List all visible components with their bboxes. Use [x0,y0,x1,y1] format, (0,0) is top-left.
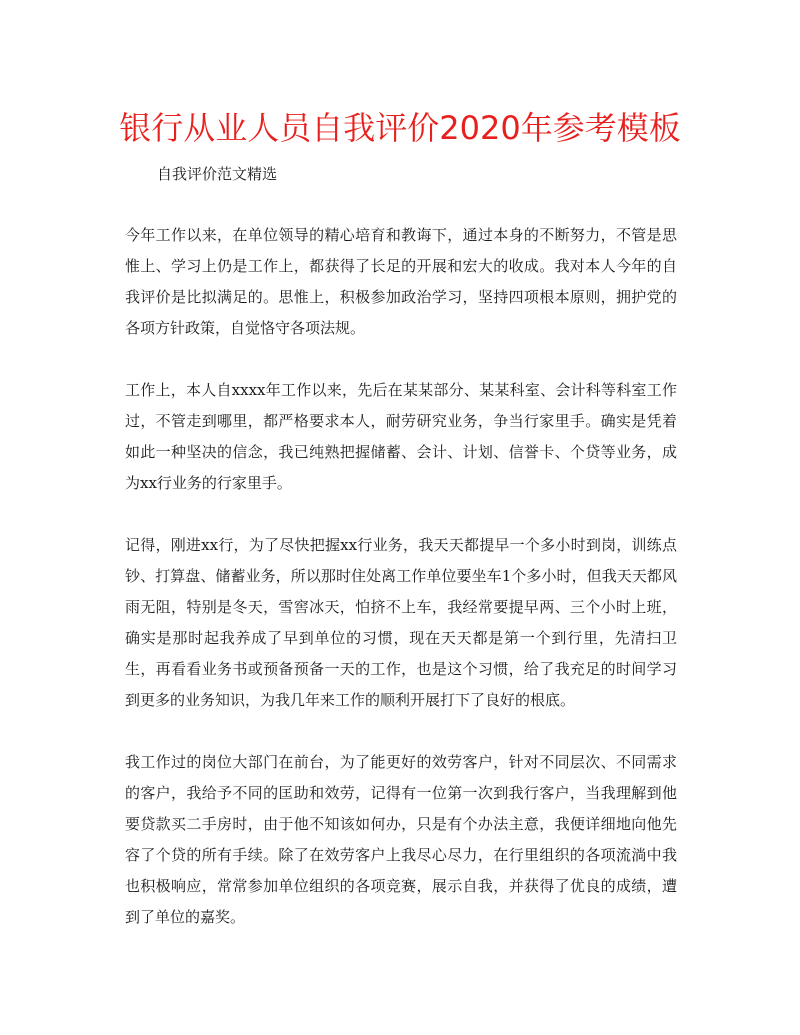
document-body [125,220,677,964]
paragraph: 今年工作以来，在单位领导的精心培育和教诲下，通过本身的不断努力，不管是思惟上、学习上仍是工作上，都获得了长足的开展和宏大的收成。我对本人今年的自我评价是比拟满足的。思惟上，积极参加政治学习，坚持四项根本原则，拥护党的各项方针政策，自觉恪守各项法规。 [125,226,677,337]
paragraph: 我工作过的岗位大部门在前台，为了能更好的效劳客户，针对不同层次、不同需求的客户，我给予不同的匡助和效劳，记得有一位第一次到我行客户，当我理解到他要贷款买二手房时，由于他不知该如何办，只是有个办法主意，我便详细地向他先容了个贷的所有手续。除了在效劳客户上我尽心尽力，在行里组织的各项流淌中我也积极响应，常常参加单位组织的各项竞赛，展示自我，并获得了优良的成绩，遭到了单位的嘉奖。 [125,753,677,926]
paragraph: 记得，刚进xx行，为了尽快把握xx行业务，我天天都提早一个多小时到岗，训练点钞、打算盘、储蓄业务，所以那时住处离工作单位要坐车1个多小时，但我天天都风雨无阻，特别是冬天，雪窖冰天，怕挤不上车，我经常要提早两、三个小时上班，确实是那时起我养成了早到单位的习惯，现在天天都是第一个到行里，先清扫卫生，再看看业务书或预备预备一天的工作，也是这个习惯，给了我充足的时间学习到更多的业务知识，为我几年来工作的顺利开展打下了良好的根底。 [125,536,677,709]
paragraph: 工作上，本人自xxxx年工作以来，先后在某某部分、某某科室、会计科等科室工作过，不管走到哪里，都严格要求本人，耐劳研究业务，争当行家里手。确实是凭着如此一种坚决的信念，我已纯熟把握储蓄、会计、计划、信誉卡、个贷等业务，成为xx行业务的行家里手。 [125,381,677,492]
document-subtitle: 自我评价范文精选 [157,165,278,183]
document-title: 银行从业人员自我评价2020年参考模板 [119,109,681,147]
